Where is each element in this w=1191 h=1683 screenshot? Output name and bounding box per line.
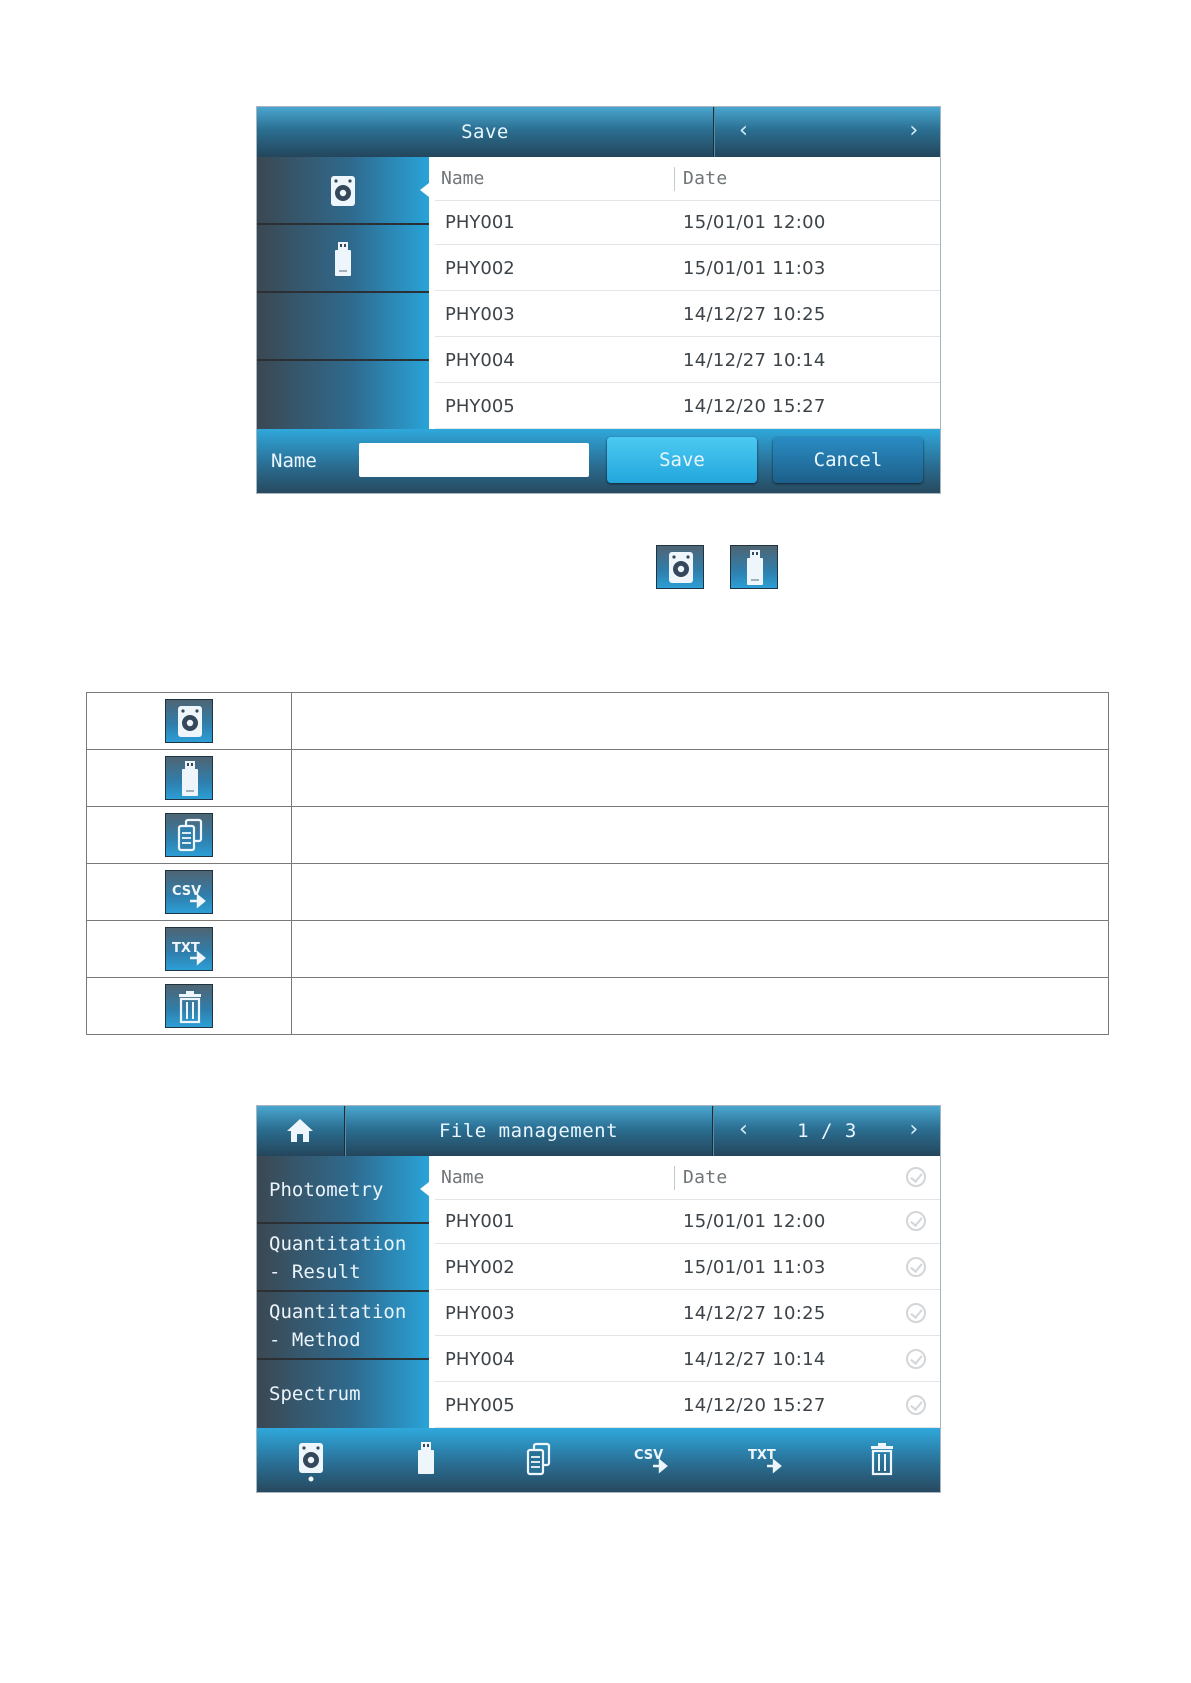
svg-text:CSV: CSV (634, 1448, 664, 1463)
file-name: PHY004 (445, 1349, 515, 1370)
title-divider (712, 1106, 713, 1156)
prev-page-button[interactable]: ‹ (737, 118, 751, 143)
row-check-icon[interactable] (906, 1395, 926, 1415)
internal-storage-icon[interactable] (297, 1442, 325, 1482)
icon-table-row (87, 921, 1109, 978)
file-list (429, 1156, 940, 1428)
home-button[interactable] (257, 1106, 344, 1156)
file-title-bar (257, 1106, 940, 1156)
save-footer (257, 429, 940, 493)
file-name: PHY005 (445, 396, 515, 417)
save-file-list (429, 157, 940, 429)
copy-icon (165, 813, 213, 857)
file-name: PHY002 (445, 1257, 515, 1278)
icon-cell (87, 864, 292, 921)
csv-export-icon[interactable] (633, 1442, 673, 1476)
storage-tab-internal[interactable] (257, 157, 429, 225)
row-check-icon[interactable] (906, 1211, 926, 1231)
icon-cell (87, 750, 292, 807)
internal-storage-icon (656, 545, 704, 589)
file-row[interactable] (429, 247, 940, 291)
txt-export-icon[interactable] (747, 1442, 787, 1476)
icon-table-row (87, 750, 1109, 807)
file-date: 15/01/01 11:03 (683, 1257, 826, 1278)
file-row[interactable] (429, 1338, 940, 1382)
file-date: 15/01/01 11:03 (683, 258, 826, 279)
file-date: 14/12/27 10:14 (683, 1349, 826, 1370)
csv-export-icon (165, 870, 213, 914)
file-row[interactable] (429, 293, 940, 337)
file-row[interactable] (429, 1246, 940, 1290)
icon-cell (87, 978, 292, 1035)
file-row[interactable] (429, 1200, 940, 1244)
storage-tab-usb[interactable] (257, 225, 429, 293)
icon-description (292, 693, 1109, 750)
usb-stick-icon[interactable] (417, 1441, 435, 1477)
file-name: PHY003 (445, 304, 515, 325)
icon-table-row (87, 693, 1109, 750)
file-name: PHY002 (445, 258, 515, 279)
title-divider (713, 107, 714, 157)
icon-description-table (86, 692, 1109, 1035)
storage-tab-empty-1 (257, 293, 429, 361)
file-row[interactable] (429, 1384, 940, 1428)
file-name: PHY001 (445, 212, 515, 233)
row-check-icon[interactable] (906, 1303, 926, 1323)
icon-description (292, 864, 1109, 921)
category-label: Quantitation - Result (269, 1233, 407, 1283)
save-title: Save (461, 121, 509, 143)
file-row[interactable] (429, 339, 940, 383)
category-tab-spectrum[interactable] (257, 1360, 429, 1428)
column-divider (674, 1166, 675, 1190)
name-column-header: Name (441, 168, 485, 189)
category-label: Spectrum (269, 1383, 361, 1405)
file-date: 15/01/01 12:00 (683, 212, 826, 233)
category-tab-quantitation-method[interactable] (257, 1292, 429, 1360)
row-check-icon[interactable] (906, 1257, 926, 1277)
internal-storage-icon (329, 175, 357, 207)
date-column-header: Date (683, 1167, 728, 1188)
name-label: Name (271, 450, 317, 472)
category-label: Photometry (269, 1179, 384, 1201)
next-page-button[interactable]: › (907, 118, 921, 143)
file-name: PHY001 (445, 1211, 515, 1232)
icon-cell (87, 693, 292, 750)
file-name: PHY005 (445, 1395, 515, 1416)
storage-tab-empty-2 (257, 361, 429, 429)
internal-storage-icon (165, 699, 213, 743)
icon-description (292, 921, 1109, 978)
icon-table-row (87, 978, 1109, 1035)
category-tab-quantitation-result[interactable] (257, 1224, 429, 1292)
file-list-header (429, 1156, 940, 1200)
file-row[interactable] (429, 385, 940, 429)
file-name: PHY003 (445, 1303, 515, 1324)
usb-stick-icon (334, 241, 352, 277)
icon-table-row (87, 864, 1109, 921)
page-indicator: 1 / 3 (797, 1120, 857, 1142)
save-title-bar (257, 107, 940, 157)
svg-text:TXT: TXT (748, 1448, 776, 1463)
home-icon (285, 1117, 315, 1143)
file-row[interactable] (429, 201, 940, 245)
category-label: Quantitation - Method (269, 1301, 407, 1351)
file-toolbar (257, 1428, 940, 1492)
next-page-button[interactable]: › (907, 1117, 921, 1142)
icon-description (292, 750, 1109, 807)
usb-stick-icon (730, 545, 778, 589)
file-date: 14/12/20 15:27 (683, 396, 826, 417)
txt-export-icon (165, 927, 213, 971)
icon-cell (87, 807, 292, 864)
select-all-check-icon[interactable] (906, 1167, 926, 1187)
file-date: 14/12/27 10:25 (683, 304, 826, 325)
file-row[interactable] (429, 1292, 940, 1336)
name-column-header: Name (441, 1167, 485, 1188)
icon-description (292, 978, 1109, 1035)
icon-table-row (87, 807, 1109, 864)
column-divider (674, 167, 675, 191)
file-title: File management (438, 1120, 619, 1142)
svg-text:TXT: TXT (172, 941, 200, 956)
usb-stick-icon (165, 756, 213, 800)
prev-page-button[interactable]: ‹ (737, 1117, 751, 1142)
file-date: 14/12/20 15:27 (683, 1395, 826, 1416)
trash-icon (165, 984, 213, 1028)
icon-cell (87, 921, 292, 978)
file-date: 14/12/27 10:14 (683, 350, 826, 371)
icon-description (292, 807, 1109, 864)
file-name: PHY004 (445, 350, 515, 371)
save-list-header (429, 157, 940, 201)
svg-text:CSV: CSV (172, 884, 202, 899)
trash-icon[interactable] (869, 1442, 895, 1476)
row-check-icon[interactable] (906, 1349, 926, 1369)
file-date: 14/12/27 10:25 (683, 1303, 826, 1324)
save-dialog (257, 107, 940, 493)
save-button[interactable]: Save (607, 437, 757, 483)
file-management-screen (257, 1106, 940, 1492)
category-tab-photometry[interactable] (257, 1156, 429, 1224)
file-name-input[interactable] (359, 443, 589, 477)
copy-icon[interactable] (525, 1442, 555, 1476)
file-date: 15/01/01 12:00 (683, 1211, 826, 1232)
cancel-button[interactable]: Cancel (773, 437, 923, 483)
date-column-header: Date (683, 168, 728, 189)
